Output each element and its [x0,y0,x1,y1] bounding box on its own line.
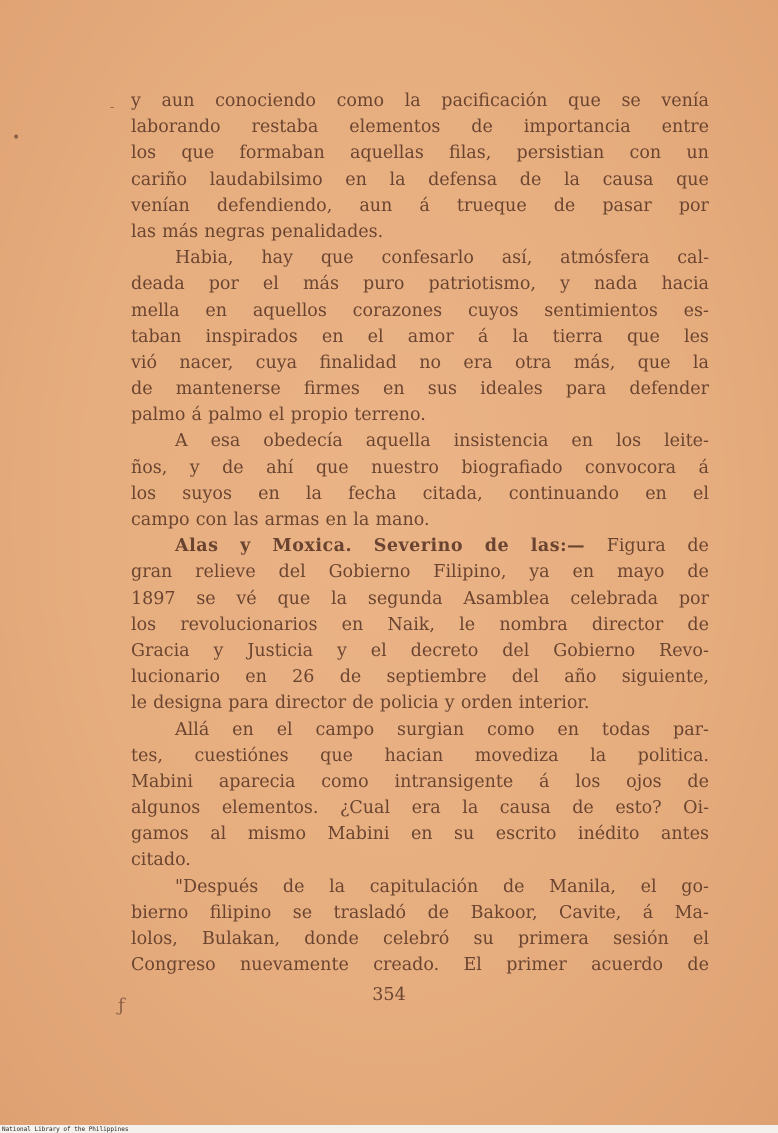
text-line: algunos elementos. ¿Cual era la causa de esto? Oi- [131,798,709,819]
text-line: Alas y Moxica. Severino de las:— Figura de [175,536,709,557]
text-line: gamos al mismo Mabini en su escrito inédito antes [131,824,709,845]
text-line: Gracia y Justicia y el decreto del Gobierno Revo- [131,640,709,661]
text-line: Mabini aparecia como intransigente á los ojos de [131,771,709,792]
ink-spot: • [12,130,21,146]
text-line: las más negras penalidades. [131,221,384,242]
text-line: los suyos en la fecha citada, continuando en el [131,483,709,504]
text-line: laborando restaba elementos de importancia entre [131,117,709,138]
text-line: lucionario en 26 de septiembre del año siguiente, [131,667,709,688]
text-line: tes, cuestiónes que hacian movediza la politica. [131,745,709,766]
text-line: los que formaban aquellas filas, persistian con un [131,143,709,164]
text-line: mella en aquellos corazones cuyos sentimientos es- [131,300,709,321]
text-line: le designa para director de policia y orden interior. [131,693,590,714]
text-line: bierno filipino se trasladó de Bakoor, Cavite, á Ma- [131,902,709,923]
margin-mark: - [110,100,115,114]
text-line: Congreso nuevamente creado. El primer acuerdo de [131,955,709,976]
page-number: 354 [372,985,406,1005]
text-line: gran relieve del Gobierno Filipino, ya en mayo de [131,562,709,583]
text-line: Habia, hay que confesarlo así, atmósfera cal- [175,248,709,269]
text-line: deada por el más puro patriotismo, y nada hacia [131,274,709,295]
text-line: ños, y de ahí que nuestro biografiado convocora á [131,457,709,478]
text-line: A esa obedecía aquella insistencia en los leite- [175,431,709,452]
text-line: los revolucionarios en Naik, le nombra director de [131,614,709,635]
text-line: vió nacer, cuya finalidad no era otra más, que la [131,352,709,373]
library-footer: National Library of the Philippines [2,1126,129,1133]
text-line: citado. [131,850,191,871]
text-line: "Después de la capitulación de Manila, el go- [175,876,709,897]
text-line: campo con las armas en la mano. [131,510,430,530]
text-line: de mantenerse firmes en sus ideales para defender [131,379,709,400]
text-line: lolos, Bulakan, donde celebró su primera sesión el [131,929,709,949]
body-text [131,88,709,978]
text-line: taban inspirados en el amor á la tierra que les [131,326,709,347]
text-line: venían defendiendo, aun á trueque de pasar por [131,195,709,216]
text-line: Allá en el campo surgian como en todas par- [175,719,709,740]
text-line: 1897 se vé que la segunda Asamblea celebrada por [131,588,709,609]
text-line: palmo á palmo el propio terreno. [131,405,426,426]
pencil-mark: ƒ [118,995,125,1016]
text-line: y aun conociendo como la pacificación que se venía [131,91,709,111]
text-line: cariño laudabilsimo en la defensa de la causa que [131,169,709,190]
